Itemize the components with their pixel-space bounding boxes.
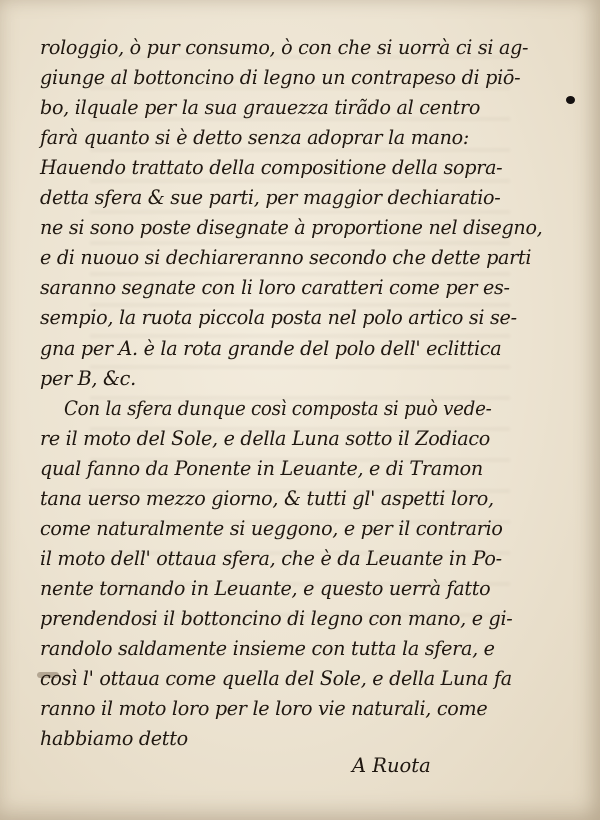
text-line: detta sfera & sue parti, per maggior dechiaratio- [40, 186, 501, 210]
text-line: nente tornando in Leuante, e questo uerrà fatto [40, 576, 491, 600]
text-line: bo, ilquale per la sua grauezza tirãdo al centro [40, 96, 481, 120]
text-line: rologgio, ò pur consumo, ò con che si uorrà ci si ag- [40, 36, 529, 59]
text-line: come naturalmente si ueggono, e per il contrario [40, 516, 503, 540]
text-line: Hauendo trattato della compositione della sopra- [40, 156, 503, 180]
catchword: A Ruota [352, 754, 431, 778]
text-line: randolo saldamente insieme con tutta la sfera, e [40, 637, 495, 660]
text-line: sempio, la ruota piccola posta nel polo artico si se- [40, 306, 517, 330]
text-line: ranno il moto loro per le loro vie naturali, come [40, 697, 488, 721]
text-line: per B, &c. [40, 366, 136, 390]
text-line: così l' ottaua come quella del Sole, e della Luna fa [40, 667, 512, 691]
text-line: gna per A. è la rota grande del polo dell' eclittica [40, 336, 502, 360]
text-line: Con la sfera dunque così composta si può vede- [64, 396, 492, 420]
text-line: il moto dell' ottaua sfera, che è da Leuante in Po- [40, 546, 502, 570]
text-line: ne si sono poste disegnate à proportione nel disegno, [40, 216, 543, 240]
text-line: qual fanno da Ponente in Leuante, e di Tramon [40, 456, 483, 480]
text-line: habbiamo detto [40, 727, 188, 751]
text-line: farà quanto si è detto senza adoprar la mano: [40, 126, 470, 150]
text-line: saranno segnate con li loro caratteri come per es- [40, 276, 510, 300]
text-line: e di nuouo si dechiareranno secondo che dette parti [40, 246, 532, 270]
text-line: re il moto del Sole, e della Luna sotto il Zodiaco [40, 426, 491, 450]
text-line: prendendosi il bottoncino di legno con mano, e gi- [40, 607, 513, 630]
text-line: tana uerso mezzo giorno, & tutti gl' aspetti loro, [40, 486, 494, 510]
text-line: giunge al bottoncino di legno un contrapeso di piō- [40, 66, 521, 89]
